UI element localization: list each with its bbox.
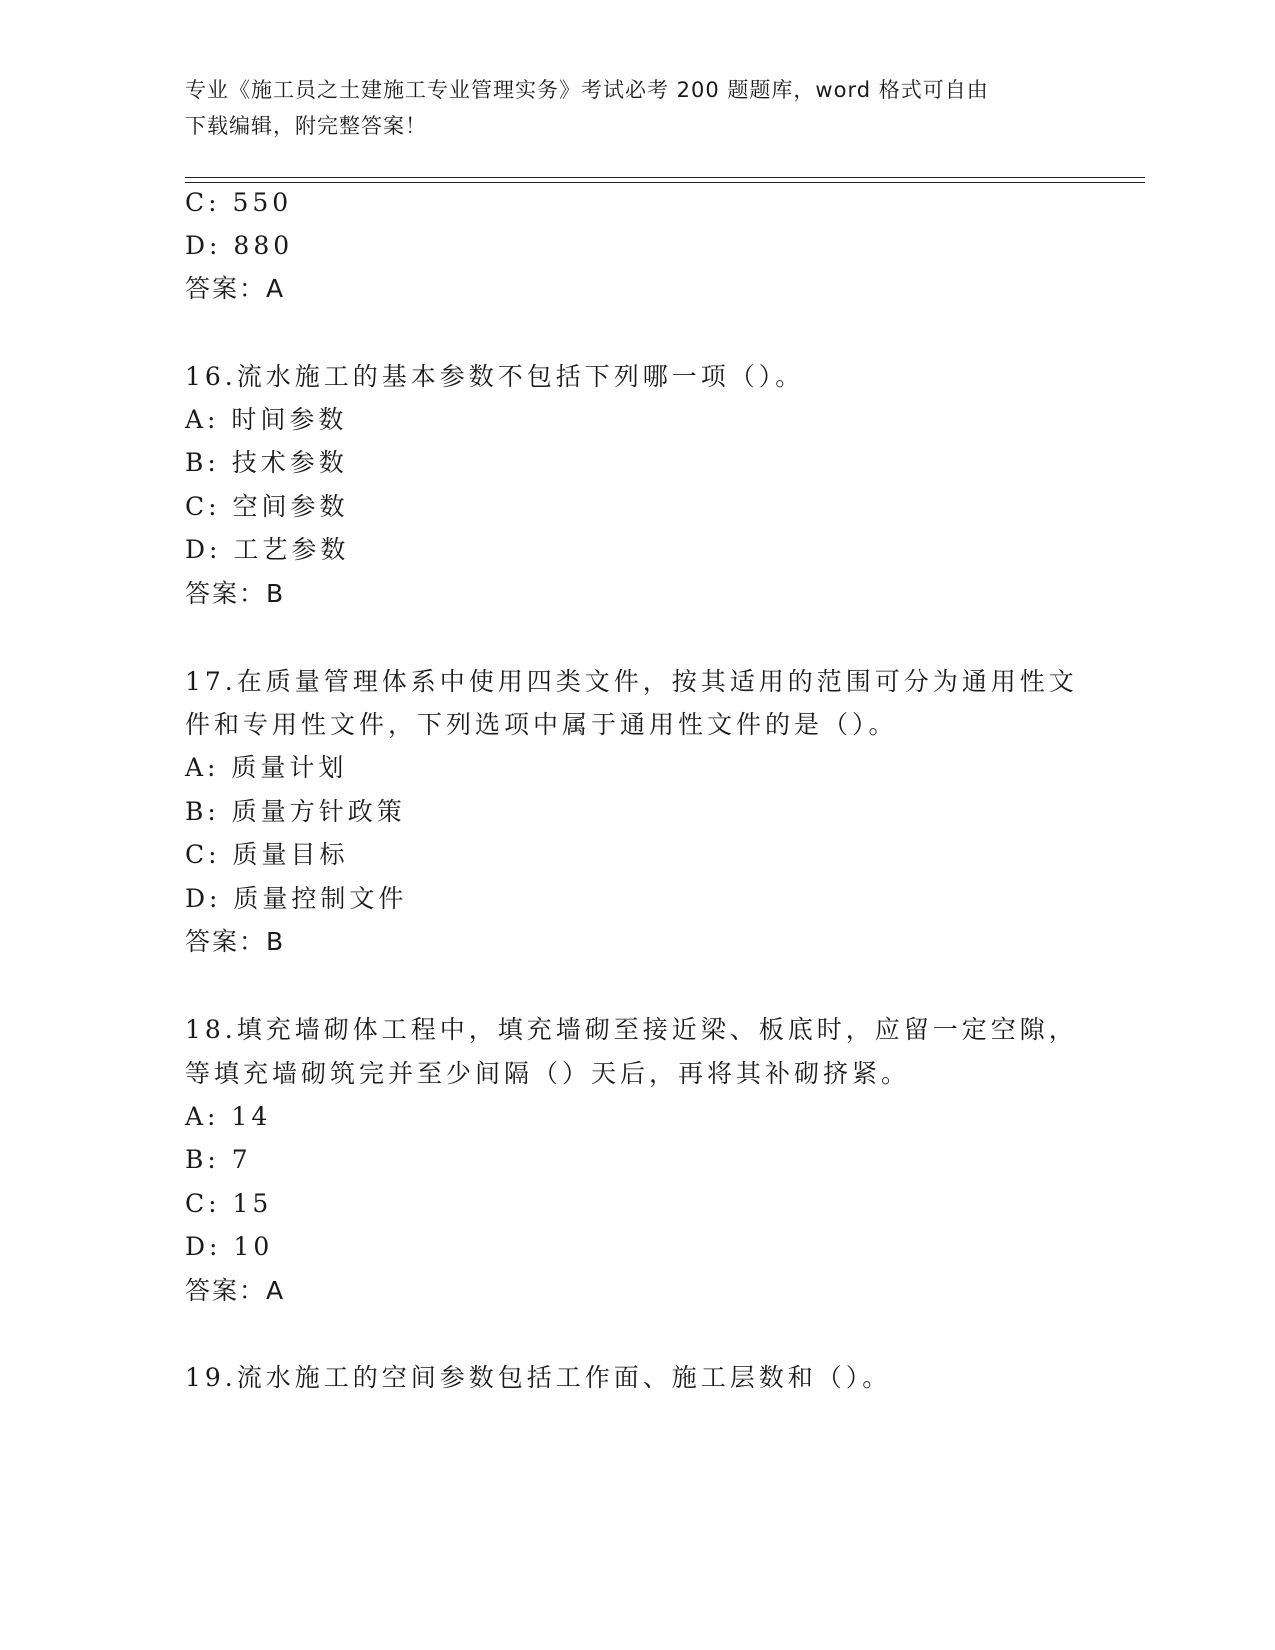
question-19-text: 19.流水施工的空间参数包括工作面、施工层数和（）。 — [185, 1363, 892, 1392]
question-17-option-d: D: 质量控制文件 — [185, 884, 408, 913]
question-18-answer: 答案：A — [185, 1276, 286, 1305]
question-18-text-line-2: 等填充墙砌筑完并至少间隔（）天后，再将其补砌挤紧。 — [185, 1059, 911, 1088]
header-rule-top — [185, 177, 1145, 178]
question-18-text-line-1: 18.填充墙砌体工程中，填充墙砌至接近梁、板底时，应留一定空隙， — [185, 1015, 1078, 1044]
header-line-1: 专业《施工员之土建施工专业管理实务》考试必考 200 题题库，word 格式可自由 — [185, 78, 989, 102]
option-c: C: 550 — [185, 188, 293, 217]
question-16-option-a: A: 时间参数 — [185, 405, 348, 434]
question-16-option-c: C: 空间参数 — [185, 492, 349, 521]
header-line-2: 下载编辑，附完整答案！ — [185, 114, 427, 138]
question-17-text-line-1: 17.在质量管理体系中使用四类文件，按其适用的范围可分为通用性文 — [185, 667, 1078, 696]
question-18-option-c: C: 15 — [185, 1189, 273, 1218]
option-d: D: 880 — [185, 231, 294, 260]
question-17-answer: 答案：B — [185, 927, 286, 956]
question-17-option-c: C: 质量目标 — [185, 840, 349, 869]
question-16-option-d: D: 工艺参数 — [185, 535, 350, 564]
question-18-option-a: A: 14 — [185, 1102, 272, 1131]
question-17-text-line-2: 件和专用性文件，下列选项中属于通用性文件的是（）。 — [185, 710, 898, 739]
question-16-text: 16.流水施工的基本参数不包括下列哪一项（）。 — [185, 362, 805, 391]
question-16-answer: 答案：B — [185, 579, 286, 608]
question-16-option-b: B: 技术参数 — [185, 448, 348, 477]
document-header — [185, 72, 1085, 144]
question-17-option-b: B: 质量方针政策 — [185, 797, 406, 826]
question-18-option-b: B: 7 — [185, 1145, 252, 1174]
answer-line: 答案：A — [185, 274, 286, 303]
header-rule-bottom — [185, 182, 1145, 183]
question-17-option-a: A: 质量计划 — [185, 753, 348, 782]
question-18-option-d: D: 10 — [185, 1232, 274, 1261]
